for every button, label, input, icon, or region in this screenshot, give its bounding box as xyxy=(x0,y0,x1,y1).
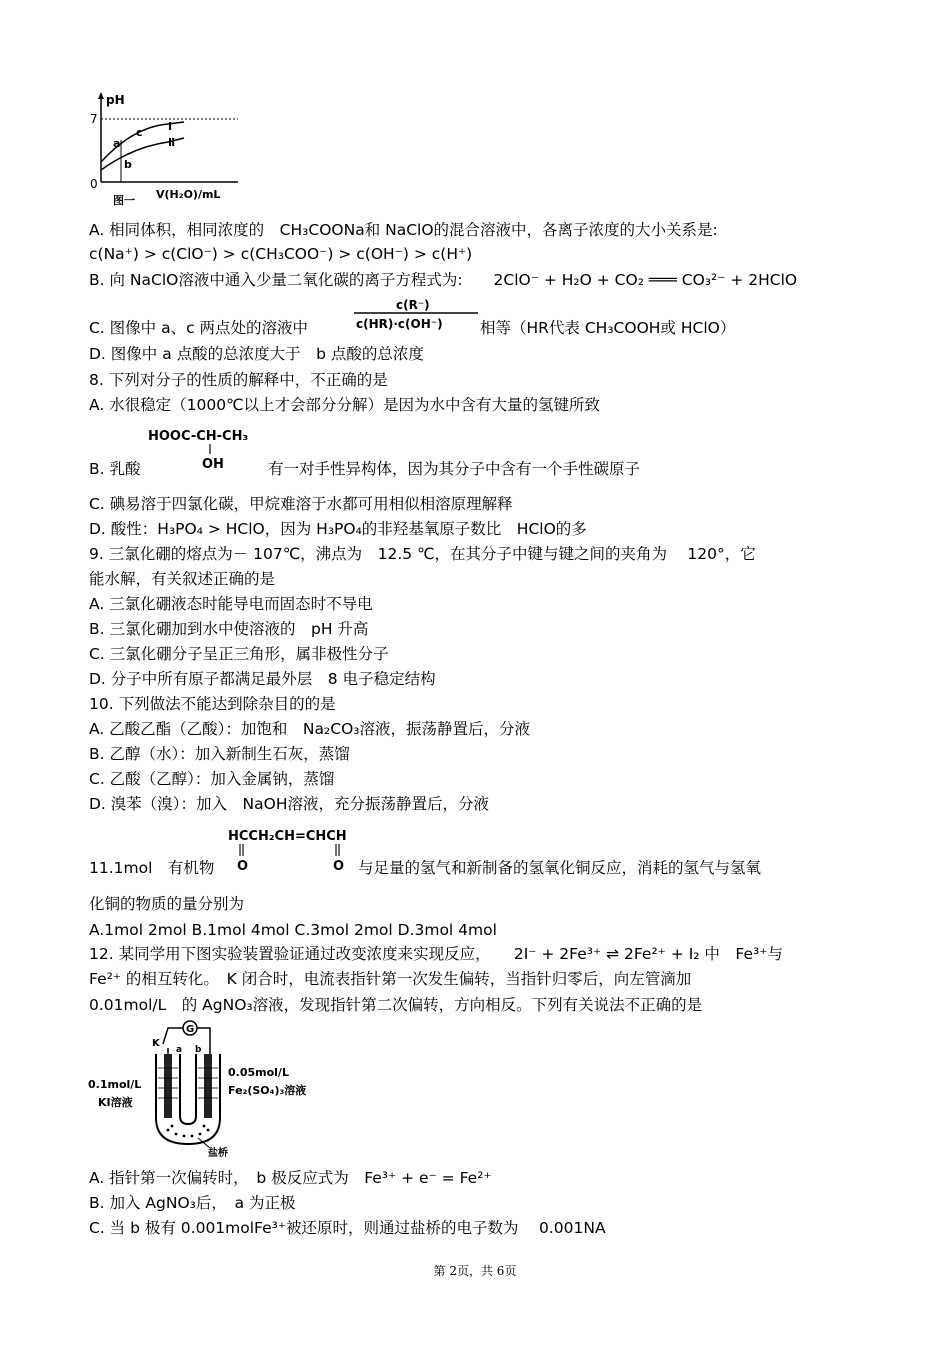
lactic-acid-oh: OH xyxy=(202,457,224,472)
y-tick-7: 7 xyxy=(90,112,98,126)
right-solution: Fe₂(SO₄)₃溶液 xyxy=(228,1084,307,1097)
electrode-a-label: a xyxy=(176,1045,183,1055)
electrode-b-label: b xyxy=(195,1045,202,1055)
q9-option-b: B. 三氯化硼加到水中使溶液的 pH 升高 xyxy=(89,620,369,638)
dialdehyde-o-right: O xyxy=(333,859,345,874)
q11-stem-suffix: 与足量的氢气和新制备的氢氧化铜反应，消耗的氢气与氢氧 xyxy=(358,859,762,877)
q7-option-a-line2: c(Na⁺) > c(ClO⁻) > c(CH₃COO⁻) > c(OH⁻) > c(H⁺) xyxy=(89,245,473,263)
q12-option-a: A. 指针第一次偏转时， b 极反应式为 Fe³⁺ + e⁻ = Fe²⁺ xyxy=(89,1169,492,1187)
q8-option-c: C. 碘易溶于四氯化碳，甲烷难溶于水都可用相似相溶原理解释 xyxy=(89,495,513,513)
curve-ii-label: Ⅱ xyxy=(168,136,176,149)
q7-option-c xyxy=(89,318,308,338)
switch-k-label: K xyxy=(152,1038,160,1049)
fraction-denominator: c(HR)·c(OH⁻) xyxy=(356,317,443,331)
point-c-label: c xyxy=(136,126,143,139)
q9-option-d: D. 分子中所有原子都满足最外层 8 电子稳定结构 xyxy=(89,670,436,688)
q10-option-a: A. 乙酸乙酯（乙酸）：加饱和 Na₂CO₃溶液，振荡静置后，分液 xyxy=(89,720,530,738)
q12-stem-line1: 12. 某同学用下图实验装置验证通过改变浓度来实现反应， 2I⁻ + 2Fe³⁺ ⇌ 2Fe²⁺ + I₂ 中 Fe³⁺与 xyxy=(89,945,783,963)
q8-option-d: D. 酸性：H₃PO₄ > HClO，因为 H₃PO₄的非羟基氧原子数比 HClO的多 xyxy=(89,520,587,538)
salt-bridge-label: 盐桥 xyxy=(208,1148,228,1159)
lactic-acid-top: HOOC-CH-CH₃ xyxy=(148,429,249,444)
q9-option-c: C. 三氯化硼分子呈正三角形，属非极性分子 xyxy=(89,645,389,663)
q9-option-a: A. 三氯化硼液态时能导电而固态时不导电 xyxy=(89,595,373,613)
q9-stem-line2: 能水解，有关叙述正确的是 xyxy=(89,570,276,588)
q7-option-c-prefix: C. 图像中 a、c 两点处的溶液中 xyxy=(89,319,309,337)
q10-stem: 10. 下列做法不能达到除杂目的的是 xyxy=(89,695,336,713)
galvanometer-label: G xyxy=(186,1024,195,1035)
dialdehyde-o-left: O xyxy=(237,859,249,874)
left-concentration: 0.1mol/L xyxy=(88,1078,142,1091)
q12-stem-line2: Fe²⁺ 的相互转化。 K 闭合时，电流表指针第一次发生偏转，当指针归零后，向左管滴加 xyxy=(89,970,692,988)
q7-option-b: B. 向 NaClO溶液中通入少量二氧化碳的离子方程式为: 2ClO⁻ + H₂O + CO₂ ═══ CO₃²⁻ + 2HClO xyxy=(89,271,798,289)
ph-dilution-figure xyxy=(88,92,248,207)
q7-option-a-line1: A. 相同体积，相同浓度的 CH₃COONa和 NaClO的混合溶液中，各离子浓度的大小关系是: xyxy=(89,221,718,239)
q10-option-c: C. 乙酸（乙醇）：加入金属钠，蒸馏 xyxy=(89,770,335,788)
q7-option-c-suffix: 相等（HR代表 CH₃COOH或 HClO） xyxy=(480,319,736,337)
galvanic-cell-diagram xyxy=(88,1018,348,1158)
right-concentration: 0.05mol/L xyxy=(228,1066,289,1079)
curve-i-label: Ⅰ xyxy=(168,120,173,133)
q10-option-d: D. 溴苯（溴）：加入 NaOH溶液，充分振荡静置后，分液 xyxy=(89,795,489,813)
dialdehyde-chain: HCCH₂CH=CHCH xyxy=(228,829,347,844)
q11-stem-line2: 化铜的物质的量分别为 xyxy=(89,895,245,913)
q8-option-a: A. 水很稳定（1000℃以上才会部分分解）是因为水中含有大量的氢键所致 xyxy=(89,396,601,414)
q10-option-b: B. 乙醇（水）：加入新制生石灰，蒸馏 xyxy=(89,745,350,763)
q11-options: A.1mol 2mol B.1mol 4mol C.3mol 2mol D.3mol 4mol xyxy=(89,921,497,939)
q7-fraction xyxy=(352,296,480,336)
q12-option-c: C. 当 b 极有 0.001molFe³⁺被还原时，则通过盐桥的电子数为 0.001NA xyxy=(89,1219,606,1237)
q7-option-d: D. 图像中 a 点酸的总浓度大于 b 点酸的总浓度 xyxy=(89,345,424,363)
dialdehyde-structure xyxy=(228,826,358,876)
q8-option-b-prefix: B. 乳酸 xyxy=(89,460,141,478)
q9-stem-line1: 9. 三氯化硼的熔点为－ 107℃，沸点为 12.5 ℃，在其分子中键与键之间的夹角为 120°，它 xyxy=(89,545,756,563)
x-axis-label: V(H₂O)/mL xyxy=(156,188,221,201)
point-b-label: b xyxy=(124,158,132,171)
fraction-numerator: c(R⁻) xyxy=(396,298,430,312)
q8-option-b-suffix: 有一对手性异构体，因为其分子中含有一个手性碳原子 xyxy=(268,460,641,478)
y-axis-label: pH xyxy=(106,93,125,107)
point-a-label: a xyxy=(113,137,121,150)
left-solution: KI溶液 xyxy=(98,1096,133,1109)
page-number-footer: 第 2页，共 6页 xyxy=(433,1264,517,1278)
q12-stem-line3: 0.01mol/L 的 AgNO₃溶液，发现指针第二次偏转，方向相反。下列有关说法不正确的是 xyxy=(89,996,703,1014)
q12-option-b: B. 加入 AgNO₃后， a 为正极 xyxy=(89,1194,296,1212)
figure-caption: 图一 xyxy=(113,194,135,207)
lactic-acid-structure xyxy=(148,426,268,472)
origin-label: 0 xyxy=(90,177,98,191)
q8-stem: 8. 下列对分子的性质的解释中，不正确的是 xyxy=(89,371,388,389)
q11-stem-prefix: 11.1mol 有机物 xyxy=(89,859,215,877)
